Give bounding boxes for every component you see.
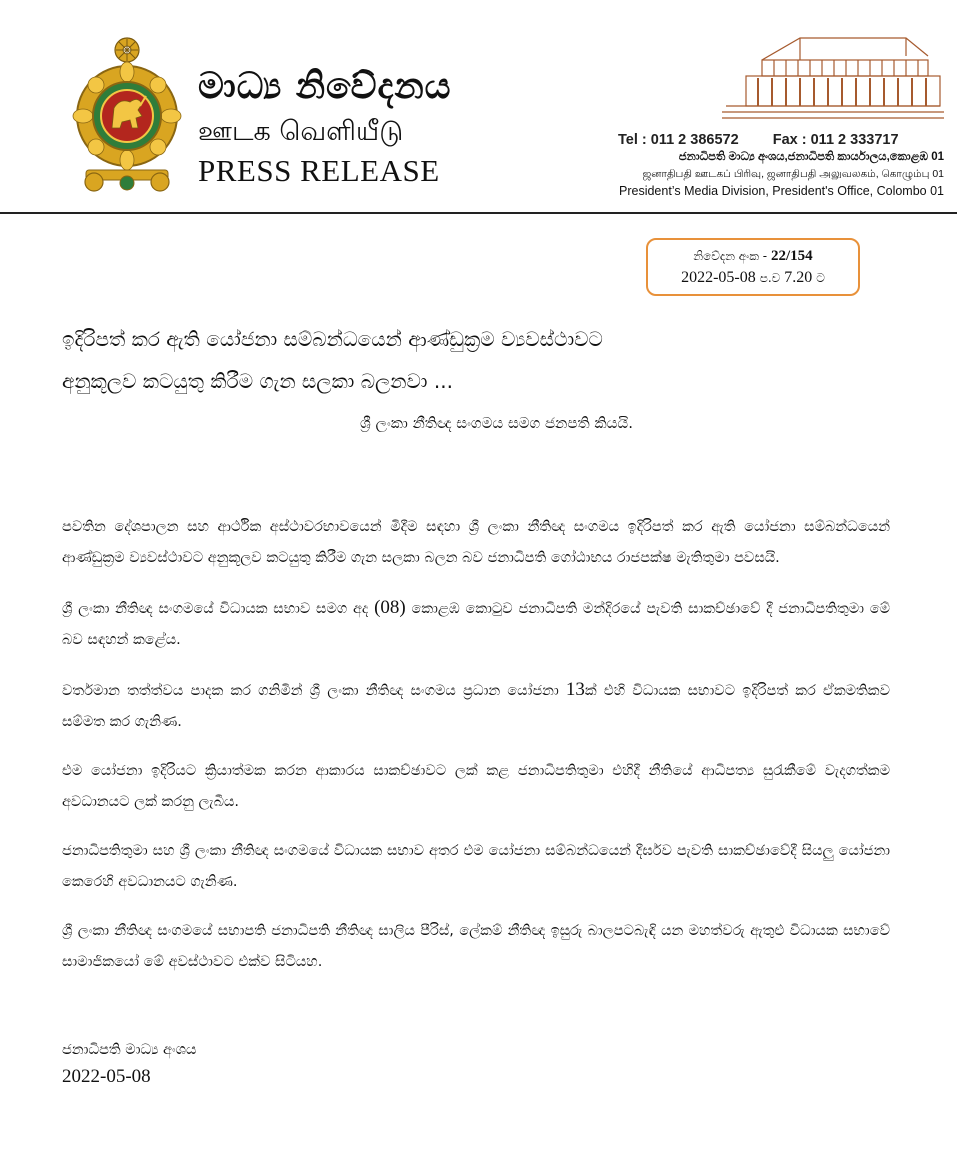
subheading: ශ්‍රී ලංකා නීතිඥ සංගමය සමග ජනපති කියයි. <box>360 414 633 432</box>
release-number-box <box>646 238 860 296</box>
tel-value: : 011 2 386572 <box>641 132 739 148</box>
release-time-value: 7.20 <box>784 269 813 286</box>
release-date: 2022-05-08 <box>681 269 756 286</box>
address-sinhala: ජනාධිපති මාධ්‍ය අංශය,ජනාධිපති කාර්යාලය,කොළඹ 01 <box>678 151 944 163</box>
brand-title-tamil: ஊடக வெளியீடு <box>198 116 404 147</box>
release-number-label: නිවේදන අංක - <box>693 249 768 263</box>
paragraph-5: ජනාධිපතිතුමා සහ ශ්‍රී ලංකා නීතිඥ සංගමයේ විධායක සභාව අතර එම යෝජනා සම්බන්ධයෙන් දීර්ඝව පැවති සාකච්ඡාවේදී සියලු යෝජනා කෙරෙහි අවධානයට ගැනිණ. <box>62 843 890 890</box>
address-tamil: ஜனாதிபதி ஊடகப் பிரிவு, ஜனாதிபதி அலுவலகம், கொழும்பு 01 <box>642 168 944 180</box>
paragraph-3-number: 13 <box>565 679 585 700</box>
paragraph-2-number: (08) <box>374 597 406 618</box>
brand-title-english: PRESS RELEASE <box>198 153 440 188</box>
release-time-suffix: ට <box>816 271 825 285</box>
paragraph-3 <box>62 674 890 738</box>
tel-label: Tel <box>618 132 638 148</box>
tel-fax-row <box>600 132 944 148</box>
header-divider <box>0 212 957 214</box>
footer-unit: ජනාධිපති මාධ්‍ය අංශය <box>62 1042 197 1058</box>
paragraph-2 <box>62 592 890 656</box>
paragraph-1: පවතින දේශපාලන සහ ආර්ථික අස්ථාවරභාවයෙන් මිදීම සඳහා ශ්‍රී ලංකා නීතිඥ සංගමය ඉදිරිපත් කර ඇති යෝජනා සම්බන්ධයෙන් ආණ්ඩුක්‍රම ව්‍යවස්ථාවට අනුකූලව කටයුතු කිරීම ගැන සලකා බලන බව ජනාධිපති ගෝඨාභය රාජපක්ෂ මැතිතුමා පවසයි. <box>62 519 890 566</box>
release-time-prefix: ප.ව <box>759 271 781 285</box>
headline-line-2: අනුකූලව කටයුතු කිරීම ගැන සලකා බලනවා ... <box>62 369 453 393</box>
headline-line-1: ඉදිරිපත් කර ඇති යෝජනා සම්බන්ධයෙන් ආණ්ඩුක්‍රම ව්‍යවස්ථාවට <box>62 327 603 351</box>
presidential-secretariat-building-icon <box>722 30 944 120</box>
release-number-value: 22/154 <box>770 248 813 264</box>
paragraph-2-part-a: ශ්‍රී ලංකා නීතිඥ සංගමයේ විධායක සභාව සමග අද <box>62 601 369 617</box>
footer <box>62 1042 196 1088</box>
release-number-line <box>648 248 858 265</box>
release-datetime-line <box>648 269 858 287</box>
footer-date: 2022-05-08 <box>62 1066 151 1087</box>
article-body <box>62 512 890 996</box>
fax-value: : 011 2 333717 <box>801 132 899 148</box>
address-english: President’s Media Division, President's Office, Colombo 01 <box>619 184 944 198</box>
fax-label: Fax <box>772 132 798 148</box>
paragraph-3-part-a: වර්තමාන තත්ත්වය පාදක කර ගනිමින් ශ්‍රී ලංකා නීතිඥ සංගමය ප්‍රධාන යෝජනා <box>62 683 559 699</box>
sri-lanka-emblem <box>72 36 182 194</box>
paragraph-6: ශ්‍රී ලංකා නීතිඥ සංගමයේ සභාපති ජනාධිපති නීතිඥ සාලිය පීරිස්, ලේකම් නීතිඥ ඉසුරු බාලපටබැඳි යන මහත්වරු ඇතුළු විධායක සභාවේ සාමාජිකයෝ මේ අවස්ථාවට එක්ව සිටියහ. <box>62 923 890 970</box>
brand-title-sinhala: මාධ්‍ය නිවේදනය <box>198 66 452 107</box>
paragraph-3-part-b: ක් එහි විධායක සභාවට ඉදිරිපත් කර ඒකමතිකව සම්මත කර ගැනිණ. <box>62 683 891 730</box>
contact-block <box>600 132 944 198</box>
headline <box>62 318 902 402</box>
paragraph-2-part-b: කොළඹ කොටුව ජනාධිපති මන්දිරයේ පැවති සාකච්ඡාවේ දී ජනාධිපතිතුමා මේ බව සඳහන් කළේය. <box>62 601 890 648</box>
paragraph-4: එම යෝජනා ඉදිරියට ක්‍රියාත්මක කරන ආකාරය සාකච්ඡාවට ලක් කළ ජනාධිපතිතුමා එහිදී නීතියේ ආධිපත්‍ය සුරැකීමේ වැදගත්කම අවධානයට ලක් කරනු ලැබීය. <box>62 763 890 810</box>
